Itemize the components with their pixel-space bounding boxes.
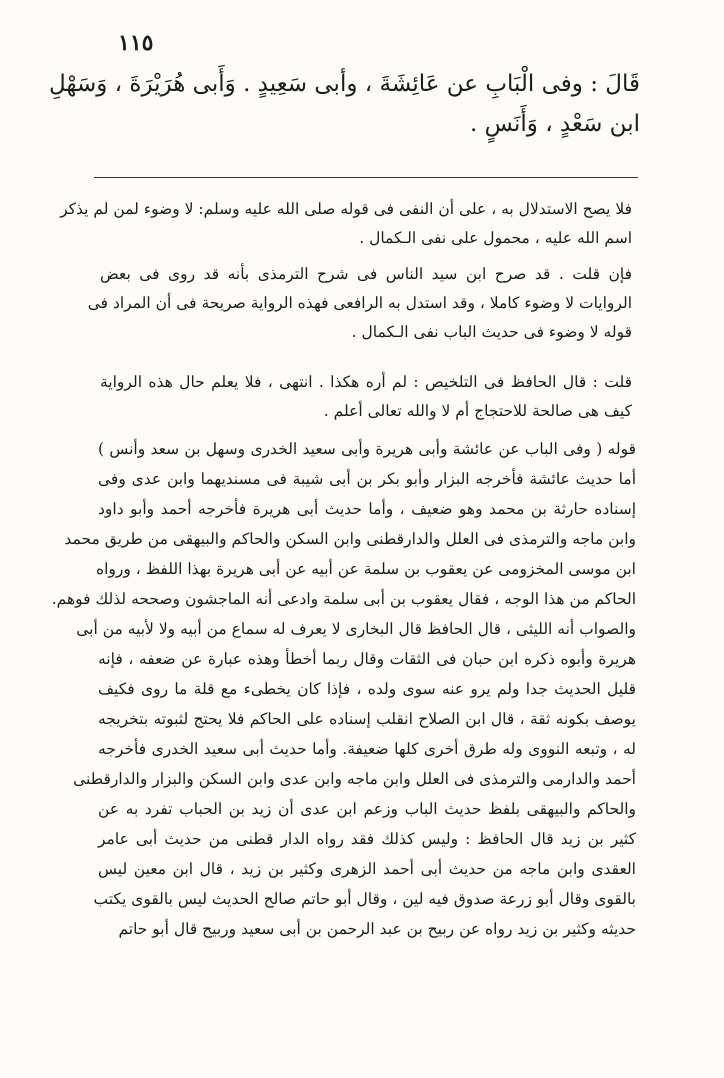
commentary-line: إسناده حارثة بن محمد وهو ضعيف ، وأما حديث أبى هريرة فأخرجه أحمد وأبو داود [98, 500, 636, 518]
footnote-paragraph [87, 260, 632, 347]
page-number: ١١٥ [118, 30, 154, 56]
commentary-line: كثير بن زيد قال الحافظ : وليس كذلك فقد رواه الدار قطنى من حديث أبى عامر [98, 830, 636, 848]
footnote-line: فلا يصح الاستدلال به ، على أن النفى فى قوله صلى الله عليه وسلم: لا وضوء لمن لم يذكر [60, 200, 632, 218]
footnote-line: كيف هى صالحة للاحتجاج أم لا والله تعالى أعلم . [323, 402, 632, 420]
footnote-line: قلت : قال الحافظ فى التلخيص : لم أره هكذا . انتهى ، فلا يعلم حال هذه الرواية [100, 373, 632, 391]
commentary-line: الحاكم من هذا الوجه ، فقال يعقوب بن أبى سلمة وادعى أنه الماجشون وصححه لذلك فوهم. [51, 590, 636, 608]
commentary-text [51, 434, 636, 944]
commentary-line: والصواب أنه الليثى ، قال الحافظ قال البخارى لا يعرف له سماع من أبيه ولا لأبيه من أبى [76, 620, 636, 638]
commentary-line: قليل الحديث جدا ولم يرو عنه سوى ولده ، فإذا كان يخطىء مع قلة ما روى فكيف [98, 680, 636, 698]
commentary-line: حديثه وكثير بن زيد رواه عن ربيح بن عبد الرحمن بن أبى سعيد وربيح قال أبو حاتم [118, 920, 636, 938]
footnote-line: فإن قلت . قد صرح ابن سيد الناس فى شرح الترمذى بأنه قد روى فى بعض [100, 265, 632, 283]
section-divider [94, 177, 638, 178]
commentary-line: ابن موسى المخزومى عن يعقوب بن سلمة عن أبيه عن أبى هريرة بهذا اللفظ ، ورواه [95, 560, 636, 578]
hadith-line: قَالَ : وفى الْبَابِ عن عَائِشَةَ ، وأبى سَعِيدٍ . وَأَبى هُرَيْرَةَ ، وَسَهْلِ [48, 71, 640, 97]
commentary-line: بالقوى وقال أبو زرعة صدوق فيه لين ، وقال أبو حاتم صالح الحديث ليس بالقوى يكتب [93, 890, 636, 908]
commentary-line: العقدى وابن ماجه من حديث أبى أحمد الزهرى وكثير بن زيد ، قال ابن معين ليس [98, 860, 636, 878]
commentary-line: هريرة وأبوه ذكره ابن حبان فى الثقات وقال ربما أخطأ وهذه عبارة عن ضعفه ، فإنه [98, 650, 636, 668]
commentary-line: قوله ( وفى الباب عن عائشة وأبى هريرة وأبى سعيد الخدرى وسهل بن سعد وأنس ) [98, 440, 636, 458]
footnote-line: الروايات لا وضوء كاملا ، وقد استدل به الرافعى فهذه الرواية صريحة فى أن المراد فى [87, 294, 632, 312]
footnote-line: اسم الله عليه ، محمول على نفى الـكمال . [359, 229, 632, 247]
commentary-line: أحمد والدارمى والترمذى فى العلل وابن ماجه وابن عدى وابن السكن والبزار والدارقطنى [73, 770, 636, 788]
footnote-paragraph [100, 368, 632, 426]
commentary-line: له ، وتبعه النووى وله طرق أخرى كلها ضعيفة. وأما حديث أبى سعيد الخدرى فأخرجه [98, 740, 636, 758]
commentary-line: وابن ماجه والترمذى فى العلل والدارقطنى وابن السكن والحاكم والبيهقى من طريق محمد [64, 530, 636, 548]
footnote-paragraph [60, 195, 632, 253]
footnote-line: قوله لا وضوء فى حديث الباب نفى الـكمال . [351, 323, 632, 341]
hadith-text [48, 64, 640, 144]
commentary-line: والحاكم والبيهقى بلفظ حديث الباب وزعم ابن عدى أن زيد بن الحباب تفرد به عن [98, 800, 636, 818]
commentary-line: أما حديث عائشة فأخرجه البزار وأبو بكر بن أبى شيبة فى مسنديهما وابن عدى وفى [98, 470, 636, 488]
commentary-line: يوصف بكونه ثقة ، قال ابن الصلاح انقلب إسناده على الحاكم فلا يحتج لثبوته بتخريجه [98, 710, 636, 728]
hadith-line: ابن سَعْدٍ ، وَأَنَسٍ . [470, 111, 640, 137]
